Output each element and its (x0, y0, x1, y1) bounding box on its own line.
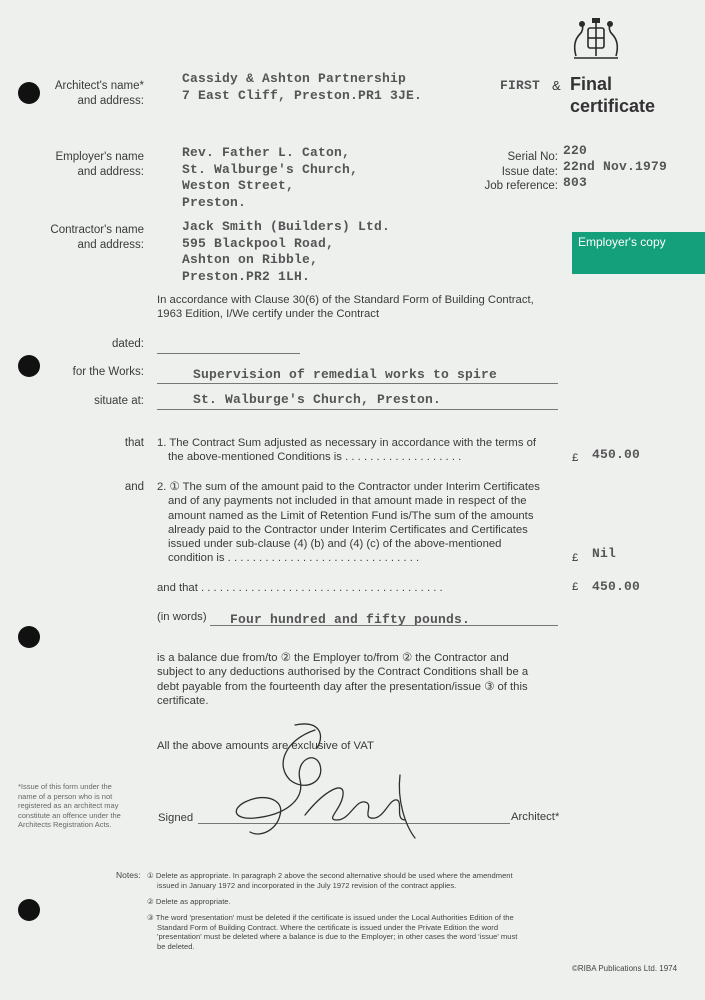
item-2-text: 2. ① The sum of the amount paid to the Contractor under Interim Certificates and of any payments not included in that amount made in respect of the amount named as the Limit of Retention Fund is/The sum of the amounts already paid to the Contractor under Interim Certificates and Certificates issued under sub-clause (4) (b) and (4) (c) of the above-mentioned condition is . . . . . . . . . . . . . . . . . . . . . . . . . . . . . . . (157, 481, 540, 565)
architect-side-note: *Issue of this form under the name of a person who is not registered as an architect may constitute an offence under the Architects Registration Acts. (18, 782, 121, 829)
item-1-currency: £ (572, 452, 579, 464)
intro-text: In accordance with Clause 30(6) of the Standard Form of Building Contract, 1963 Edition, I/We certify under the Contract (157, 294, 534, 321)
contractor-label: Contractor's name and address: (50, 224, 144, 251)
situate-label: situate at: (94, 395, 144, 407)
in-words-value: Four hundred and fifty pounds. (230, 612, 471, 627)
riba-crest-icon (568, 16, 624, 62)
and-that-text: and that . . . . . . . . . . . . . . . . . . . . . . . . . . . . . . . . . . . . . . . (157, 582, 443, 594)
works-label: for the Works: (72, 366, 144, 378)
balance-text: is a balance due from/to ② the Employer to/from ② the Contractor and subject to any deductions authorised by the Contract Conditions shall be a debt payable from the fourteenth day after the presentation/issue ③ of this certificate. (157, 652, 529, 707)
item-2-value: Nil (592, 546, 617, 561)
job-reference-value: 803 (563, 175, 588, 190)
and-label: and (124, 481, 144, 493)
notes-label: Notes: (116, 870, 141, 880)
note-3: ③ The word 'presentation' must be deleted if the certificate is issued under the Local Authorities Edition of the Standard Form of Building Contract. Where the certificate is issued under the Private Edition the word 'presentation' must be deleted where a balance is due to the Employer; in other cases the word 'issue' must be deleted. (147, 913, 518, 951)
item-1-value: 450.00 (592, 447, 641, 462)
architect-name-address: Cassidy & Ashton Partnership 7 East Cliff, Preston.PR1 3JE. (182, 71, 423, 103)
issue-date-value: 22nd Nov.1979 (563, 159, 668, 174)
amp: & (552, 78, 561, 93)
architect-suffix: Architect* (511, 811, 560, 823)
handwritten-signature (225, 720, 430, 850)
architect-label: Architect's name* and address: (54, 80, 144, 107)
item-2-currency: £ (572, 552, 579, 564)
first-typed: FIRST (500, 78, 541, 93)
vat-statement: All the above amounts are exclusive of VAT (157, 740, 374, 752)
note-2: ② Delete as appropriate. (147, 897, 231, 906)
serial-value: 220 (563, 143, 588, 158)
contractor-name-address: Jack Smith (Builders) Ltd. 595 Blackpool Road, Ashton on Ribble, Preston.PR2 1LH. (182, 219, 391, 284)
employer-name-address: Rev. Father L. Caton, St. Walburge's Church, Weston Street, Preston. (182, 145, 359, 210)
and-that-value: 450.00 (592, 579, 641, 594)
job-reference-label: Job reference: (484, 180, 558, 192)
works-rule (157, 383, 558, 384)
copyright: ©RIBA Publications Ltd. 1974 (572, 964, 678, 973)
signed-label: Signed (158, 812, 194, 824)
situate-value: St. Walburge's Church, Preston. (193, 392, 442, 407)
that-label: that (124, 437, 144, 449)
issue-date-label: Issue date: (501, 166, 558, 178)
punch-hole (18, 626, 40, 648)
punch-hole (18, 899, 40, 921)
situate-rule (157, 409, 558, 410)
item-1-text: 1. The Contract Sum adjusted as necessary in accordance with the terms of the above-mentioned Conditions is . . . . . . . . . . . . . . . . . . . (157, 437, 537, 464)
employers-copy-badge: Employer's copy (572, 232, 705, 274)
note-1: ① Delete as appropriate. In paragraph 2 above the second alternative should be used where the amendment issued in January 1972 and incorporated in the July 1972 revision of the contract applies. (147, 871, 513, 890)
and-that-currency: £ (572, 581, 579, 593)
employer-label: Employer's name and address: (55, 151, 144, 178)
certificate-title: Final certificate (570, 74, 656, 116)
works-value: Supervision of remedial works to spire (193, 367, 498, 382)
in-words-rule (210, 625, 558, 626)
dated-rule (157, 353, 300, 354)
in-words-label: (in words) (157, 611, 207, 623)
serial-label: Serial No: (507, 151, 558, 163)
dated-label: dated: (112, 338, 144, 350)
